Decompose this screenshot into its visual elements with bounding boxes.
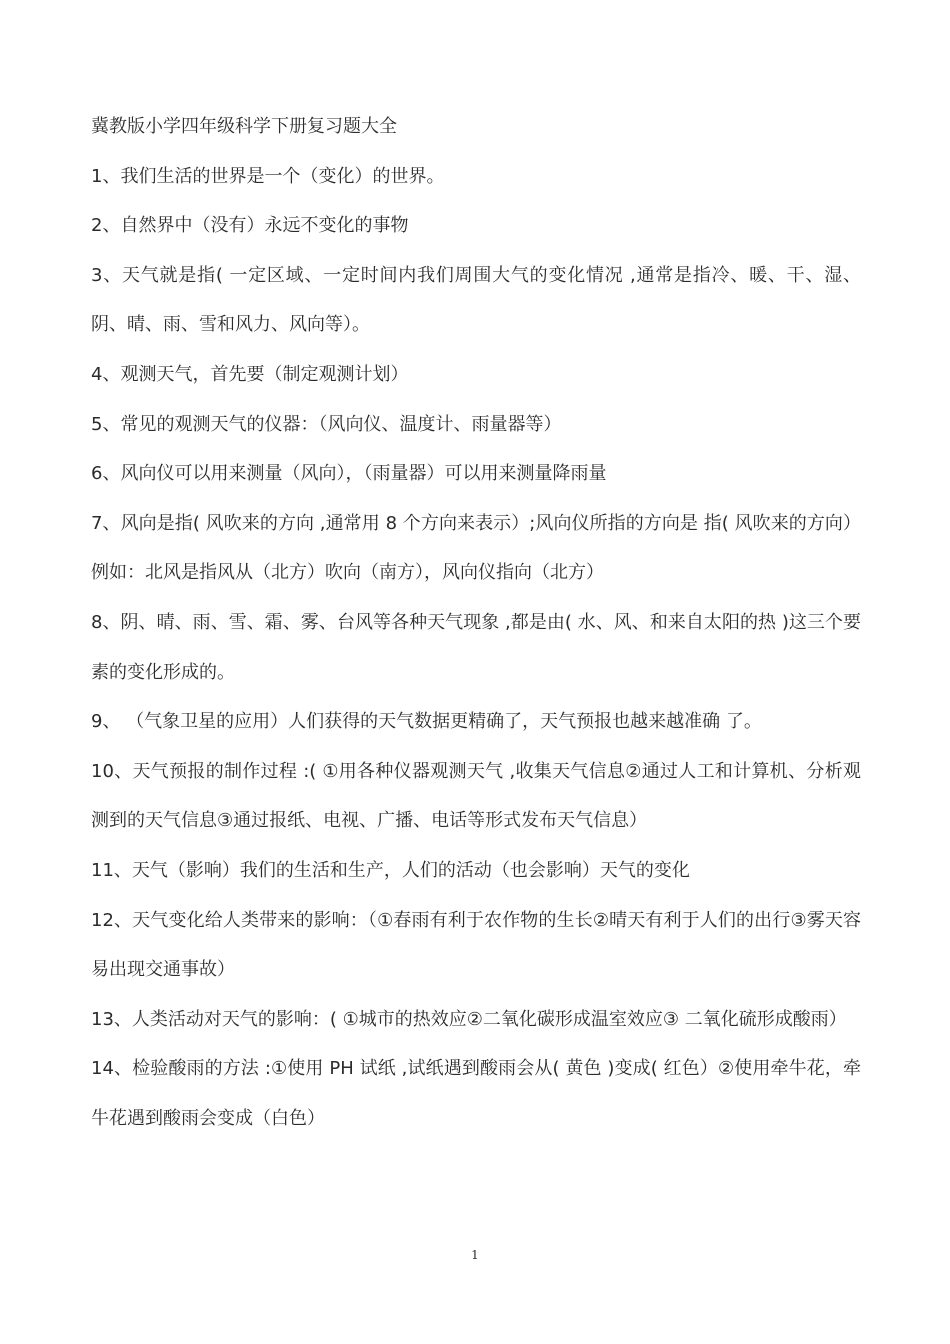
question-item-4: 4、观测天气，首先要（制定观测计划） [91, 363, 409, 385]
question-item-6: 6、风向仪可以用来测量（风向），（雨量器）可以用来测量降雨量 [91, 463, 607, 485]
question-item-11: 11、天气（影响）我们的生活和生产，人们的活动（也会影响）天气的变化 [91, 859, 690, 881]
question-item-8: 8、阴、晴、雨、雪、霜、雾、台风等各种天气现象 ,都是由( 水、风、和来自太阳的热 )这三个要素的变化形成的。 [91, 611, 861, 683]
page-number: 1 [471, 1248, 479, 1262]
document-title: 冀教版小学四年级科学下册复习题大全 [91, 116, 397, 137]
question-item-14: 14、检验酸雨的方法 :①使用 PH 试纸 ,试纸遇到酸雨会从( 黄色 )变成( 红色）②使用牵牛花，牵牛花遇到酸雨会变成（白色） [91, 1058, 861, 1129]
question-item-7: 7、风向是指( 风吹来的方向 ,通常用 8 个方向来表示）;风向仪所指的方向是 指( 风吹来的方向）例如：北风是指风从（北方）吹向（南方），风向仪指向（北方） [91, 512, 861, 584]
question-item-3: 3、天气就是指( 一定区域、一定时间内我们周围大气的变化情况 ,通常是指冷、暖、干、湿、阴、晴、雨、雪和风力、风向等）。 [91, 264, 861, 336]
question-item-10: 10、天气预报的制作过程 :( ①用各种仪器观测天气 ,收集天气信息②通过人工和计算机、分析观测到的天气信息③通过报纸、电视、广播、电话等形式发布天气信息） [91, 760, 861, 832]
question-item-5: 5、常见的观测天气的仪器：（风向仪、温度计、雨量器等） [91, 413, 562, 435]
question-item-9: 9、 （气象卫星的应用）人们获得的天气数据更精确了，天气预报也越来越准确 了。 [91, 711, 762, 733]
question-item-2: 2、自然界中（没有）永远不变化的事物 [91, 215, 409, 237]
question-item-1: 1、我们生活的世界是一个（变化）的世界。 [91, 165, 445, 187]
question-item-12: 12、天气变化给人类带来的影响：（①春雨有利于农作物的生长②晴天有利于人们的出行③雾天容易出现交通事故） [91, 909, 861, 981]
question-item-13: 13、人类活动对天气的影响：( ①城市的热效应②二氧化碳形成温室效应③ 二氧化硫形成酸雨） [91, 1008, 847, 1030]
document-body [91, 102, 861, 1143]
